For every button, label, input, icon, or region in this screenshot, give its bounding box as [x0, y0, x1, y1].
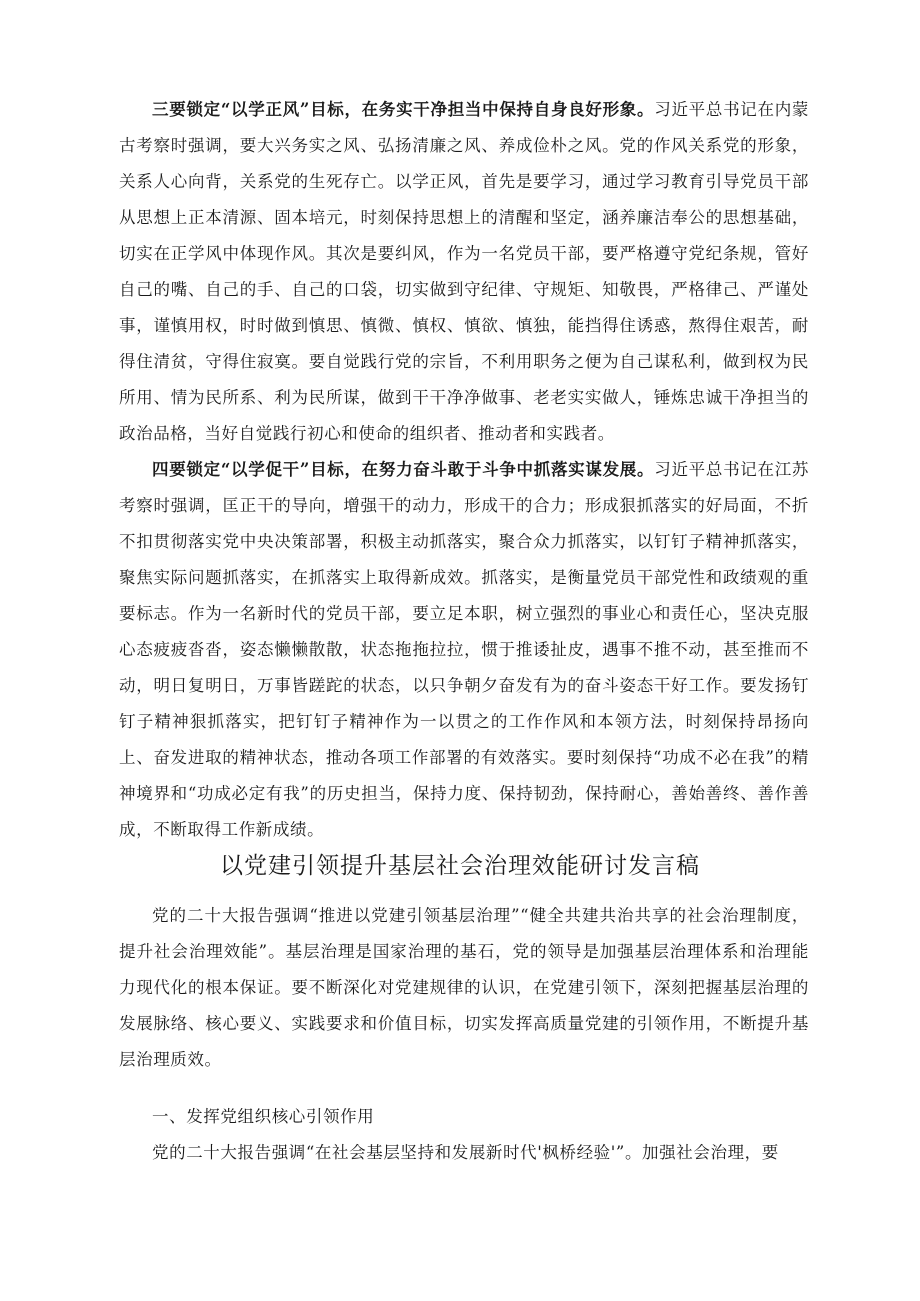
- paragraph-section-4: [119, 452, 809, 848]
- article-title: 以党建引领提升基层社会治理效能研讨发言稿: [220, 853, 700, 879]
- article-intro-paragraph: 党的二十大报告强调“推进以党建引领基层治理”“健全共建共治共享的社会治理制度，提升社会治理效能”。基层治理是国家治理的基石，党的领导是加强基层治理体系和治理能力现代化的根本保证。要不断深化对党建规律的认识，在党建引领下，深刻把握基层治理的发展脉络、核心要义、实践要求和价值目标，切实发挥高质量党建的引领作用，不断提升基层治理质效。: [119, 906, 809, 1069]
- section-heading-1: 一、发挥党组织核心引领作用: [152, 1107, 375, 1126]
- section-4-lead: 四要锁定“以学促干”目标，在努力奋斗敢于斗争中抓落实谋发展。: [152, 460, 655, 479]
- section-4-body: 习近平总书记在江苏考察时强调，匡正干的导向，增强干的动力，形成干的合力；形成狠抓落实的好局面，不折不扣贯彻落实党中央决策部署，积极主动抓落实，聚合众力抓落实，以钉钉子精神抓落实，聚焦实际问题抓落实，在抓落实上取得新成效。抓落实，是衡量党员干部党性和政绩观的重要标志。作为一名新时代的党员干部，要立足本职，树立强烈的事业心和责任心，坚决克服心态疲疲沓沓，姿态懒懒散散，状态拖拖拉拉，惯于推诿扯皮，遇事不推不动，甚至推而不动，明日复明日，万事皆蹉跎的状态，以只争朝夕奋发有为的奋斗姿态干好工作。要发扬钉钉子精神狠抓落实，把钉钉子精神作为一以贯之的工作作风和本领方法，时刻保持昂扬向上、奋发进取的精神状态，推动各项工作部署的有效落实。要时刻保持“功成不必在我”的精神境界和“功成必定有我”的历史担当，保持力度、保持韧劲，保持耐心，善始善终、善作善成，不断取得工作新成绩。: [119, 460, 809, 839]
- paragraph-section-3: [119, 92, 809, 452]
- section-3-body: 习近平总书记在内蒙古考察时强调，要大兴务实之风、弘扬清廉之风、养成俭朴之风。党的作风关系党的形象，关系人心向背，关系党的生死存亡。以学正风，首先是要学习，通过学习教育引导党员干部从思想上正本清源、固本培元，时刻保持思想上的清醒和坚定，涵养廉洁奉公的思想基础，切实在正学风中体现作风。其次是要纠风，作为一名党员干部，要严格遵守党纪条规，管好自己的嘴、自己的手、自己的口袋，切实做到守纪律、守规矩、知敬畏，严格律己、严谨处事，谨慎用权，时时做到慎思、慎微、慎权、慎欲、慎独，能挡得住诱惑，熬得住艰苦，耐得住清贫，守得住寂寞。要自觉践行党的宗旨，不利用职务之便为自己谋私利，做到权为民所用、情为民所系、利为民所谋，做到干干净净做事、老老实实做人，锤炼忠诚干净担当的政治品格，当好自觉践行初心和使命的组织者、推动者和实践者。: [119, 100, 809, 443]
- section-3-lead: 三要锁定“以学正风”目标，在务实干净担当中保持自身良好形象。: [152, 100, 655, 119]
- section-1-paragraph: 党的二十大报告强调“在社会基层坚持和发展新时代'枫桥经验'”。加强社会治理，要: [152, 1143, 779, 1162]
